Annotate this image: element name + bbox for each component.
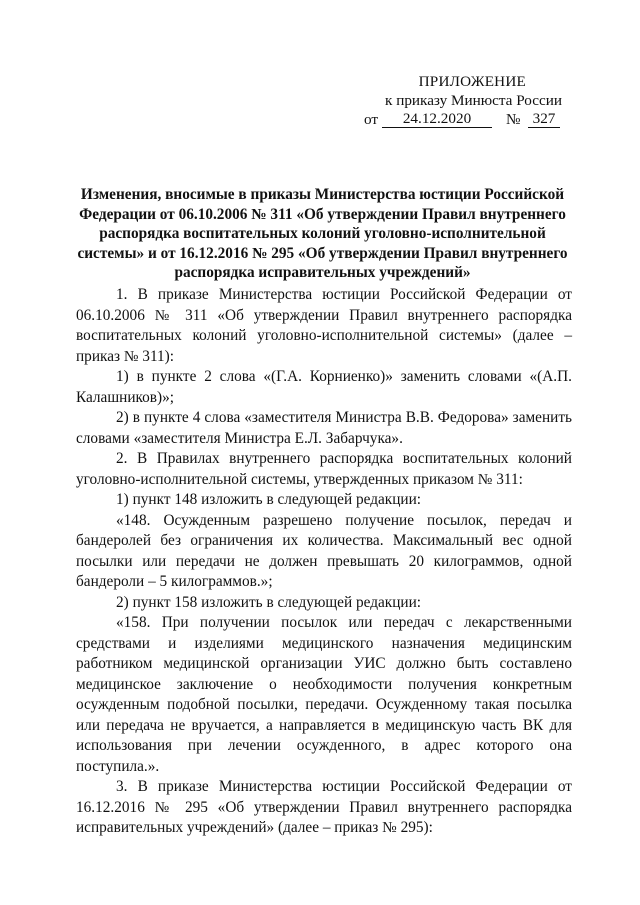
paragraph: «158. При получении посылок или передач с лекарственными средствами и изделиями медицинского назначения медицинским работником медицинской организации УИС должно быть составлено медицинское заключение о необходимости получения конкретным осужденным подобной посылки, передачи. Осужденному такая посылка или передача не вручается, а направляется в медицинскую часть ВК для использования при лечении осужденного, в адрес которого она поступила.». xyxy=(76,614,572,775)
from-label: от xyxy=(364,111,379,128)
document-body xyxy=(76,285,572,839)
appendix-title: ПРИЛОЖЕНИЕ xyxy=(418,73,526,90)
paragraph: 2. В Правилах внутреннего распорядка воспитательных колоний уголовно-исполнительной системы, утвержденных приказом № 311: xyxy=(76,450,572,488)
appendix-subtitle: к приказу Минюста России xyxy=(385,92,562,109)
appendix-header xyxy=(360,72,580,130)
paragraph: 1) пункт 148 изложить в следующей редакции: xyxy=(116,491,422,508)
paragraph: 3. В приказе Министерства юстиции Российской Федерации от 16.12.2016 № 295 «Об утверждении Правил внутреннего распорядка исправительных учреждений» (далее – приказ № 295): xyxy=(76,778,572,836)
order-number: 327 xyxy=(528,110,560,128)
paragraph: 1. В приказе Министерства юстиции Российской Федерации от 06.10.2006 № 311 «Об утверждении Правил внутреннего распорядка воспитательных колоний уголовно-исполнительной системы» (далее – приказ № 311): xyxy=(76,286,572,365)
order-reference-line xyxy=(360,110,580,130)
paragraph: «148. Осужденным разрешено получение посылок, передач и бандеролей без ограничения их количества. Максимальный вес одной посылки или передачи не должен превышать 20 килограммов, одной бандероли – 5 килограммов.»; xyxy=(76,511,572,590)
paragraph: 2) в пункте 4 слова «заместителя Министра В.В. Федорова» заменить словами «заместителя Министра Е.Л. Забарчука». xyxy=(76,409,572,447)
order-date: 24.12.2020 xyxy=(382,110,492,128)
paragraph: 2) пункт 158 изложить в следующей редакции: xyxy=(116,593,422,611)
paragraph: 1) в пункте 2 слова «(Г.А. Корниенко)» заменить словами «(А.П. Калашников)»; xyxy=(76,368,572,406)
document-title: Изменения, вносимые в приказы Министерства юстиции Российской Федерации от 06.10.2006 № 311 «Об утверждении Правил внутреннего распорядка воспитательных колоний уголовно-исполнительной системы» и от 16.12.2016 № 295 «Об утверждении Правил внутреннего распорядка исправительных учреждений» xyxy=(77,186,568,281)
number-sign: № xyxy=(506,111,521,128)
